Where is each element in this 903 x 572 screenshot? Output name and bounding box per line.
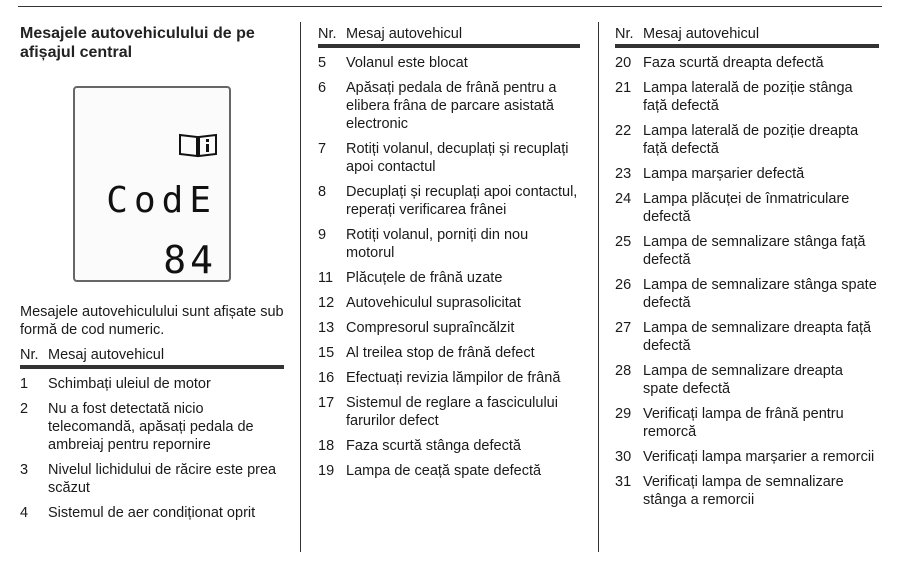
row-message: Rotiți volanul, porniți din nou motorul xyxy=(346,227,529,261)
row-nr: 15 xyxy=(318,345,335,361)
row-nr: 5 xyxy=(318,55,327,71)
table-row xyxy=(615,276,879,312)
table-row xyxy=(615,473,879,509)
table-row xyxy=(318,369,580,387)
row-message: Schimbați uleiul de motor xyxy=(48,376,211,392)
row-nr: 11 xyxy=(318,270,334,286)
row-message: Sistemul de aer condiționat oprit xyxy=(48,505,256,521)
table-row xyxy=(615,405,879,441)
row-message: Decuplați și recuplați apoi contactul, reperați verificarea frânei xyxy=(346,184,578,218)
row-nr: 27 xyxy=(615,320,632,336)
row-nr: 13 xyxy=(318,320,335,336)
row-message: Lampa laterală de poziție stânga față defectă xyxy=(643,80,853,114)
column-2 xyxy=(318,20,580,480)
row-nr: 28 xyxy=(615,363,632,379)
table-row xyxy=(318,344,580,362)
column-3 xyxy=(615,20,879,509)
table-row xyxy=(318,269,580,287)
table-row xyxy=(318,394,580,430)
table-row xyxy=(318,319,580,337)
table-row xyxy=(20,400,284,454)
row-nr: 20 xyxy=(615,55,632,71)
table-row xyxy=(615,165,879,183)
info-book-icon xyxy=(177,132,219,158)
row-message: Nu a fost detectată nicio telecomandă, apăsați pedala de ambreiaj pentru repornire xyxy=(48,401,254,453)
row-nr: 26 xyxy=(615,277,632,293)
table-row xyxy=(318,294,580,312)
row-message: Efectuați revizia lămpilor de frână xyxy=(346,370,561,386)
table-row xyxy=(615,448,879,466)
table-row xyxy=(318,183,580,219)
column-divider xyxy=(598,22,599,552)
header-nr: Nr. xyxy=(20,347,39,363)
table-row xyxy=(318,79,580,133)
row-nr: 17 xyxy=(318,395,335,411)
row-message: Lampa plăcuței de înmatriculare defectă xyxy=(643,191,850,225)
intro-text: Mesajele autovehiculului sunt afișate sub formă de cod numeric. xyxy=(20,304,284,338)
row-nr: 25 xyxy=(615,234,632,250)
header-message: Mesaj autovehicul xyxy=(346,26,463,42)
row-nr: 19 xyxy=(318,463,335,479)
row-message: Rotiți volanul, decuplați și recuplați apoi contactul xyxy=(346,141,569,175)
table-header xyxy=(318,25,580,48)
row-message: Sistemul de reglare a fasciculului farurilor defect xyxy=(346,395,558,429)
message-list xyxy=(615,54,879,509)
header-nr: Nr. xyxy=(318,26,337,42)
row-message: Lampa de semnalizare dreapta spate defectă xyxy=(643,363,843,397)
row-nr: 29 xyxy=(615,406,632,422)
row-message: Lampa marșarier defectă xyxy=(643,166,805,182)
table-row xyxy=(20,375,284,393)
row-message: Lampa de semnalizare stânga spate defectă xyxy=(643,277,877,311)
row-message: Faza scurtă stânga defectă xyxy=(346,438,521,454)
row-message: Al treilea stop de frână defect xyxy=(346,345,535,361)
row-nr: 9 xyxy=(318,227,327,243)
table-row xyxy=(615,362,879,398)
table-row xyxy=(318,226,580,262)
column-divider xyxy=(300,22,301,552)
table-row xyxy=(615,190,879,226)
message-list xyxy=(20,375,284,522)
row-nr: 23 xyxy=(615,166,632,182)
central-display-illustration xyxy=(73,86,231,282)
message-list xyxy=(318,54,580,480)
header-message: Mesaj autovehicul xyxy=(48,347,165,363)
row-nr: 31 xyxy=(615,474,632,490)
row-nr: 2 xyxy=(20,401,29,417)
table-row xyxy=(318,437,580,455)
table-header xyxy=(20,346,284,369)
row-message: Autovehiculul suprasolicitat xyxy=(346,295,521,311)
row-nr: 18 xyxy=(318,438,335,454)
row-message: Apăsați pedala de frână pentru a elibera frâna de parcare asistată electronic xyxy=(346,80,557,132)
row-nr: 4 xyxy=(20,505,29,521)
display-code-number: 84 xyxy=(163,238,217,282)
table-row xyxy=(615,319,879,355)
row-nr: 3 xyxy=(20,462,29,478)
row-message: Plăcuțele de frână uzate xyxy=(346,270,503,286)
row-nr: 30 xyxy=(615,449,632,465)
row-nr: 22 xyxy=(615,123,632,139)
table-row xyxy=(318,462,580,480)
row-nr: 16 xyxy=(318,370,335,386)
row-nr: 1 xyxy=(20,376,29,392)
row-nr: 7 xyxy=(318,141,327,157)
row-message: Verificați lampa marșarier a remorcii xyxy=(643,449,875,465)
table-row xyxy=(615,122,879,158)
table-header xyxy=(615,25,879,48)
table-row xyxy=(615,54,879,72)
display-code-text: CodE xyxy=(106,180,217,221)
row-nr: 21 xyxy=(615,80,632,96)
table-row xyxy=(20,461,284,497)
row-message: Verificați lampa de semnalizare stânga a remorcii xyxy=(643,474,844,508)
row-message: Verificați lampa de frână pentru remorcă xyxy=(643,406,844,440)
row-message: Lampa de semnalizare dreapta față defectă xyxy=(643,320,872,354)
table-row xyxy=(318,54,580,72)
header-nr: Nr. xyxy=(615,26,634,42)
row-nr: 12 xyxy=(318,295,335,311)
table-row xyxy=(615,233,879,269)
table-row xyxy=(318,140,580,176)
table-row xyxy=(615,79,879,115)
row-message: Lampa laterală de poziție dreapta față defectă xyxy=(643,123,859,157)
row-nr: 8 xyxy=(318,184,327,200)
top-rule xyxy=(18,6,882,7)
row-message: Lampa de semnalizare stânga față defectă xyxy=(643,234,866,268)
section-title: Mesajele autovehiculului de pe afișajul central xyxy=(20,25,255,61)
column-1 xyxy=(20,20,284,522)
row-nr: 6 xyxy=(318,80,327,96)
row-message: Faza scurtă dreapta defectă xyxy=(643,55,824,71)
header-message: Mesaj autovehicul xyxy=(643,26,760,42)
row-message: Nivelul lichidului de răcire este prea scăzut xyxy=(48,462,277,496)
row-message: Compresorul supraîncălzit xyxy=(346,320,515,336)
row-message: Lampa de ceață spate defectă xyxy=(346,463,542,479)
table-row xyxy=(20,504,284,522)
row-message: Volanul este blocat xyxy=(346,55,468,71)
row-nr: 24 xyxy=(615,191,632,207)
